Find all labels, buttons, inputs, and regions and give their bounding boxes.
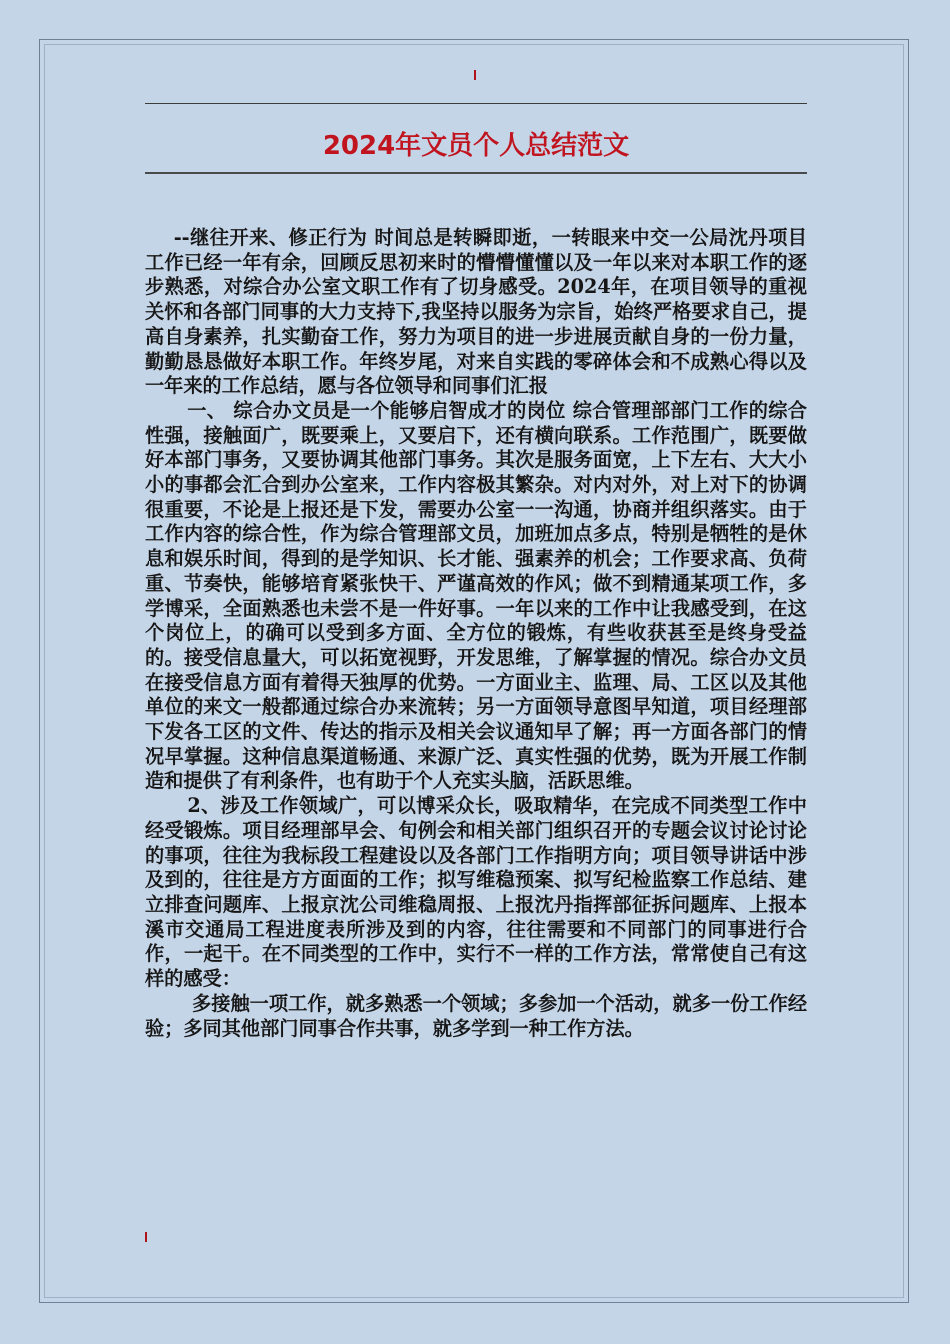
paragraph-section-1: 一、 综合办文员是一个能够启智成才的岗位 综合管理部部门工作的综合性强，接触面广，既要乘上，又要启下，还有横向联系。工作范围广，既要做好本部门事务，又要协调其他部门事务。其次是服务面宽，上下左右、大大小小的事都会汇合到办公室来，工作内容极其繁杂。对内对外，对上对下的协调很重要，不论是上报还是下发，需要办公室一一沟通，协商并组织落实。由于工作内容的综合性，作为综合管理部文员，加班加点多点，特别是牺牲的是休息和娱乐时间，得到的是学知识、长才能、强素养的机会；工作要求高、负荷重、节奏快，能够培育紧张快干、严谨高效的作风；做不到精通某项工作，多学博采，全面熟悉也未尝不是一件好事。一年以来的工作中让我感受到，在这个岗位上，的确可以受到多方面、全方位的锻炼，有些收获甚至是终身受益的。接受信息量大，可以拓宽视野，开发思维，了解掌握的情况。综合办文员在接受信息方面有着得天独厚的优势。一方面业主、监理、局、工区以及其他单位的来文一般都通过综合办来流转；另一方面领导意图早知道，项目经理部下发各工区的文件、传达的指示及相关会议通知早了解；再一方面各部门的情况早掌握。这种信息渠道畅通、来源广泛、真实性强的优势，既为开展工作制造和提供了有利条件，也有助于个人充实头脑，活跃思维。 — [145, 398, 807, 793]
footer-mark — [145, 1232, 147, 1242]
document-title: 2024年文员个人总结范文 — [322, 131, 630, 161]
document-body — [145, 226, 807, 1041]
header-mark — [474, 70, 476, 80]
paragraph-intro: --继往开来、修正行为 时间总是转瞬即逝，一转眼来中交一公局沈丹项目工作已经一年有余，回顾反思初来时的懵懵懂懂以及一年以来对本职工作的逐步熟悉，对综合办公室文职工作有了切身感受。2024年，在项目领导的重视关怀和各部门同事的大力支持下,我坚持以服务为宗旨，始终严格要求自己，提高自身素养，扎实勤奋工作，努力为项目的进一步进展贡献自身的一份力量，勤勤恳恳做好本职工作。年终岁尾，对来自实践的零碎体会和不成熟心得以及一年来的工作总结，愿与各位领导和同事们汇报 — [145, 226, 807, 398]
header-rule — [145, 103, 807, 104]
paragraph-section-2: 2、涉及工作领域广，可以博采众长，吸取精华，在完成不同类型工作中经受锻炼。项目经理部早会、旬例会和相关部门组织召开的专题会议讨论讨论的事项，往往为我标段工程建设以及各部门工作指明方向；项目领导讲话中涉及到的，往往是方方面面的工作；拟写维稳预案、拟写纪检监察工作总结、建立排查问题库、上报京沈公司维稳周报、上报沈丹指挥部征拆问题库、上报本溪市交通局工程进度表所涉及到的内容，往往需要和不同部门的同事进行合作，一起干。在不同类型的工作中，实行不一样的工作方法，常常使自己有这样的感受： — [145, 794, 807, 991]
title-rule — [145, 172, 807, 174]
paragraph-conclusion: 多接触一项工作，就多熟悉一个领域；多参加一个活动，就多一份工作经验；多同其他部门同事合作共事，就多学到一种工作方法。 — [145, 991, 808, 1040]
